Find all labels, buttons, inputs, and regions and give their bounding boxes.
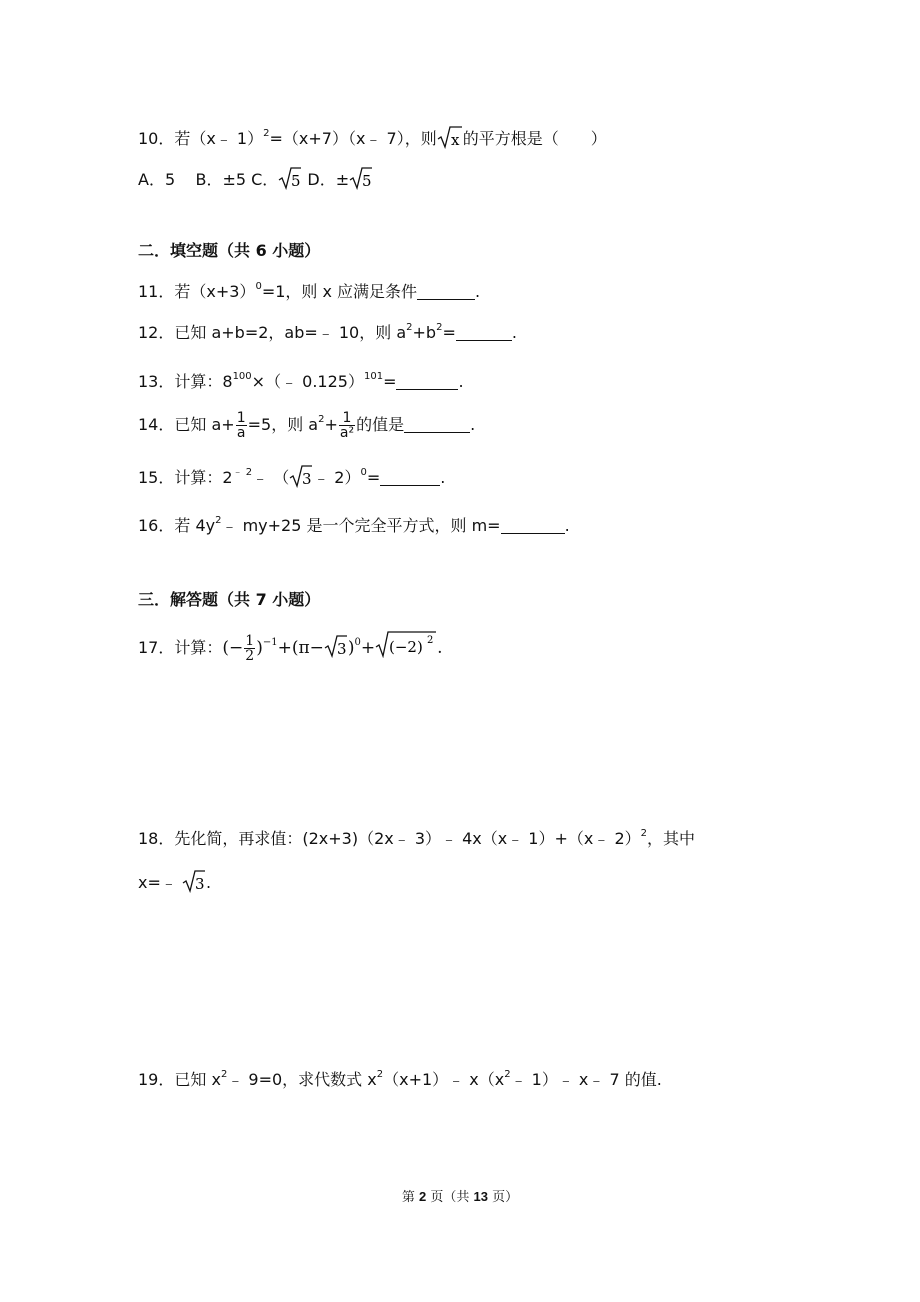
question-16 (138, 509, 570, 538)
question-text: 已知 a+ (174, 415, 235, 434)
exponent: 2 (220, 1069, 228, 1080)
question-text: =1，则 x 应满足条件 (261, 282, 418, 301)
question-text: = (442, 323, 456, 342)
paren: ( (222, 638, 230, 658)
svg-text:5: 5 (291, 172, 301, 190)
question-10-options (138, 166, 373, 192)
question-text: + (324, 415, 338, 434)
radical-3 (324, 634, 348, 658)
exponent: 0 (360, 467, 367, 478)
page-number: 2 (419, 1189, 427, 1204)
fraction-1-over-2 (244, 634, 255, 663)
minus-sign: − (229, 638, 244, 658)
exponent: ﹣ 2 (232, 467, 253, 478)
question-text: ﹣ 2） (313, 468, 361, 487)
question-text: ﹣ 9=0，求代数式 x (227, 1070, 377, 1089)
plus-sign: + (360, 638, 376, 658)
svg-text:3: 3 (194, 875, 205, 893)
question-number: 15． (138, 468, 175, 487)
question-text: （x+1）﹣ x（x (383, 1070, 505, 1089)
radical-neg2-squared (375, 630, 437, 658)
question-17 (138, 624, 443, 667)
period: . (511, 323, 517, 342)
answer-blank[interactable] (404, 416, 470, 433)
footer-text: 页（共 (426, 1190, 474, 1205)
question-number: 13． (138, 372, 175, 391)
exponent: 0 (255, 281, 262, 292)
section-title: 二．填空题（共 6 小题） (138, 241, 321, 260)
period: . (205, 873, 212, 892)
question-text: ﹣ 1）﹣ x﹣ 7 的值. (510, 1070, 662, 1089)
exponent: 2 (436, 322, 443, 333)
question-text: 先化简，再求值：(2x+3)（2x﹣ 3）﹣ 4x（x﹣ 1）+（x﹣ 2） (174, 829, 641, 848)
exponent: 101 (363, 371, 384, 382)
question-text: +b (412, 323, 437, 342)
total-pages: 13 (473, 1189, 488, 1204)
answer-blank[interactable] (417, 283, 475, 300)
question-text: 计算：8 (174, 372, 233, 391)
question-text: = (366, 468, 381, 487)
option-a: A．5 (138, 170, 176, 189)
svg-text:3: 3 (336, 640, 347, 658)
question-number: 14． (138, 415, 175, 434)
denominator: 2 (245, 648, 255, 664)
question-text: 若（x﹣ 1） (174, 129, 264, 148)
expression-part: +(π− (277, 638, 324, 658)
radical-3 (182, 869, 206, 893)
exponent: 100 (232, 371, 252, 382)
svg-text:x: x (450, 131, 460, 149)
answer-blank[interactable] (396, 373, 458, 390)
question-text: 计算： (174, 638, 223, 657)
question-text: 的平方根是（ ） (462, 129, 607, 148)
exponent: −1 (262, 637, 278, 648)
question-number: 19． (138, 1070, 175, 1089)
radical-3 (289, 464, 313, 488)
question-text: 已知 x (174, 1070, 221, 1089)
svg-text:3: 3 (302, 470, 312, 488)
question-12 (138, 316, 517, 345)
question-text: 若 4y (174, 516, 216, 535)
svg-text:(−2): (−2) (389, 638, 423, 656)
radical-5 (349, 166, 373, 190)
question-text: ﹣ （ (252, 468, 290, 487)
question-text: 计算：2 (174, 468, 233, 487)
question-text: =（x+7）（x﹣ 7），则 (269, 129, 437, 148)
footer-text: 第 (401, 1190, 420, 1205)
period: . (475, 282, 481, 301)
page-footer (0, 1186, 920, 1205)
option-b: B．±5 C． (195, 170, 279, 189)
exponent: 2 (376, 1069, 384, 1080)
svg-text:2: 2 (427, 635, 434, 646)
period: . (470, 415, 476, 434)
radical-5 (278, 166, 302, 190)
question-text: = (383, 372, 397, 391)
question-19 (138, 1063, 662, 1092)
option-d: D．± (307, 170, 350, 189)
question-text: 已知 a+b=2，ab=﹣ 10，则 a (174, 323, 407, 342)
question-15 (138, 461, 445, 490)
numerator: 1 (245, 633, 255, 649)
question-13 (138, 365, 464, 394)
footer-text: 页） (487, 1190, 519, 1205)
question-18-continued (138, 869, 211, 895)
question-10 (138, 122, 607, 151)
paren: ) (347, 638, 355, 658)
fraction-1-over-a (236, 411, 247, 440)
exponent: 2 (263, 128, 270, 139)
answer-blank[interactable] (456, 324, 512, 341)
question-text: ×（﹣ 0.125） (251, 372, 364, 391)
exponent: 2 (406, 322, 413, 333)
question-text: 若（x+3） (174, 282, 256, 301)
question-11 (138, 275, 480, 304)
question-number: 16． (138, 516, 175, 535)
question-text: 的值是 (356, 415, 405, 434)
svg-text:5: 5 (362, 172, 372, 190)
question-number: 12． (138, 323, 175, 342)
period: . (437, 638, 443, 658)
question-text: x=﹣ (138, 873, 182, 892)
question-number: 11． (138, 282, 175, 301)
numerator: 1 (339, 411, 355, 426)
exponent: 2 (318, 414, 325, 425)
question-number: 10． (138, 129, 175, 148)
question-number: 17． (138, 638, 175, 657)
math-expression: (− $\frac{1}{2}$ )$^{-1}$+(π− 3 )$^0$+ (−2) 2 . (222, 624, 442, 667)
exponent: 2 (640, 828, 647, 839)
period: . (564, 516, 570, 535)
exponent: 2 (215, 515, 222, 526)
radical-x (437, 125, 463, 149)
question-number: 18． (138, 829, 175, 848)
section-title: 三．解答题（共 7 小题） (138, 590, 321, 609)
denominator: a² (339, 425, 355, 441)
question-text: =5，则 a (247, 415, 319, 434)
answer-blank[interactable] (501, 517, 565, 534)
period: . (458, 372, 464, 391)
question-text: ﹣ my+25 是一个完全平方式，则 m= (221, 516, 501, 535)
question-text: ，其中 (647, 829, 696, 848)
exponent: 0 (354, 637, 361, 648)
question-18 (138, 822, 695, 851)
exponent: 2 (504, 1069, 511, 1080)
denominator: a (236, 425, 246, 441)
numerator: 1 (236, 410, 246, 426)
answer-blank[interactable] (380, 469, 440, 486)
period: . (440, 468, 446, 487)
question-14 (138, 403, 475, 442)
fraction-1-over-a-squared (339, 411, 355, 440)
